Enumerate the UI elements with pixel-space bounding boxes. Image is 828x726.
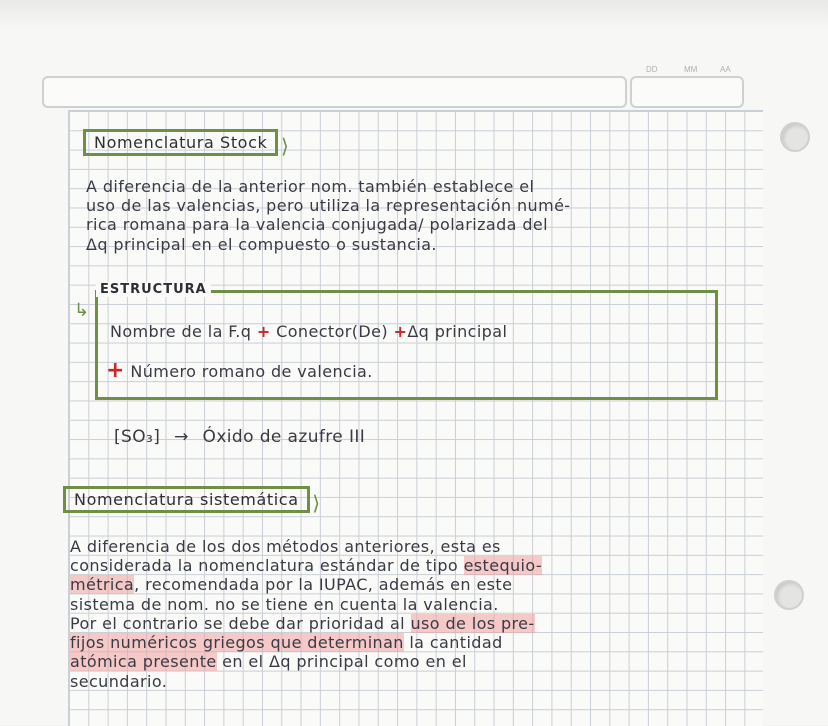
title-field: [42, 76, 627, 108]
section-title-stock: [83, 129, 290, 158]
example-name: Óxido de azufre III: [202, 427, 366, 447]
binder-hole-bottom: [774, 580, 804, 610]
systematic-line-4: sistema de nom. no se tiene en cuenta la valencia.: [70, 595, 499, 614]
stock-line-1: A diferencia de la anterior nom. también establece el: [86, 177, 535, 196]
curved-arrow-icon: ↳: [74, 300, 90, 321]
highlight-estequiometrica-2: métrica: [70, 575, 135, 594]
structure-part-principal: Δq principal: [407, 322, 508, 341]
structure-part-connector: Conector(De): [276, 322, 389, 341]
systematic-line-3-text: , recomendada por la IUPAC, además en este: [134, 575, 513, 594]
page-top-shadow: [0, 0, 828, 30]
example-line: [114, 428, 365, 446]
systematic-line-1: A diferencia de los dos métodos anteriores, esta es: [70, 537, 501, 556]
plus-sign-3: +: [106, 358, 125, 383]
date-box: [630, 65, 744, 108]
stock-line-4: Δq principal en el compuesto o sustancia.: [86, 235, 437, 254]
date-label-month: MM: [684, 65, 698, 74]
systematic-line-8: secundario.: [70, 672, 168, 691]
systematic-line-7-text: en el Δq principal como en el: [216, 652, 467, 671]
systematic-line-6: [70, 634, 503, 652]
stock-line-3: rica romana para la valencia conjugada/ polarizada del: [86, 215, 548, 234]
structure-box: [95, 290, 718, 400]
plus-sign-1: +: [256, 322, 271, 341]
systematic-line-5-text: Por el contrario se debe dar prioridad al: [70, 614, 411, 633]
title-flourish-icon: ⟩: [312, 491, 321, 515]
systematic-line-2: [70, 557, 542, 575]
date-label-year: AA: [720, 65, 731, 74]
section-title-systematic: [63, 486, 321, 515]
plus-sign-2: +: [393, 322, 408, 341]
highlight-estequiometrica-1: estequio-: [463, 556, 543, 575]
structure-label: ESTRUCTURA: [96, 282, 211, 297]
binder-hole-top: [780, 122, 810, 152]
example-formula: [SO₃]: [114, 427, 161, 447]
date-label-day: DD: [646, 65, 658, 74]
systematic-line-2-text: considerada la nomenclatura estándar de tipo: [70, 556, 464, 575]
systematic-line-5: [70, 615, 535, 633]
structure-line-1: [110, 323, 507, 341]
example-arrow-icon: →: [174, 427, 189, 447]
highlight-atomica: atómica presente: [70, 652, 217, 671]
section-title-systematic-text: Nomenclatura sistemática: [74, 490, 299, 509]
structure-part-roman: Número romano de valencia.: [130, 362, 373, 381]
title-flourish-icon: ⟩: [280, 134, 290, 158]
highlight-prefijos-2: fijos numéricos griegos que determinan: [70, 633, 404, 652]
systematic-line-7: [70, 653, 467, 671]
structure-line-2: [106, 358, 373, 383]
structure-part-name: Nombre de la F.q: [110, 322, 252, 341]
section-title-stock-text: Nomenclatura Stock: [94, 133, 268, 152]
stock-line-2: uso de las valencias, pero utiliza la representación numé-: [86, 196, 571, 215]
systematic-line-3: [70, 576, 512, 594]
highlight-prefijos-1: uso de los pre-: [410, 614, 535, 633]
systematic-line-6-text: la cantidad: [403, 633, 503, 652]
